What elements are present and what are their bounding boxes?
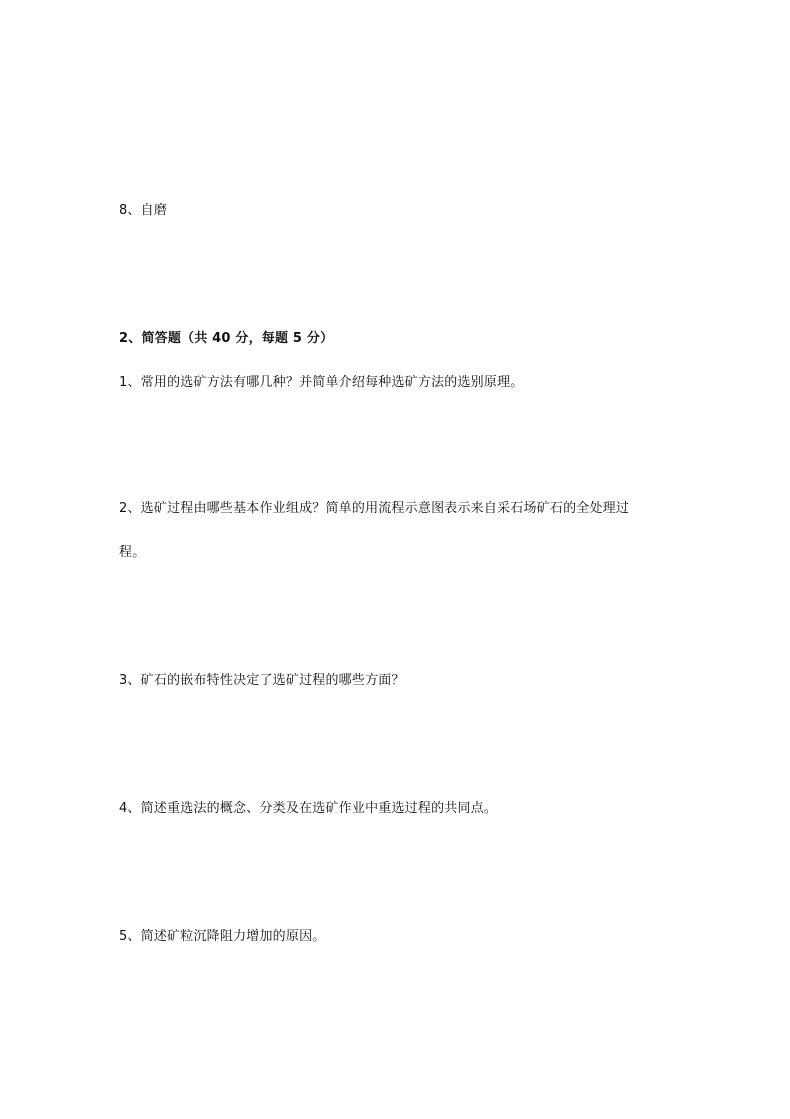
question-2-line-2: 程。 xyxy=(119,545,146,560)
question-3-line-1: 3、矿石的嵌布特性决定了选矿过程的哪些方面？ xyxy=(119,673,405,688)
section-heading: 2、简答题（共 40 分，每题 5 分） xyxy=(119,331,334,346)
question-4-line-1: 4、简述重选法的概念、分类及在选矿作业中重选过程的共同点。 xyxy=(119,801,498,816)
question-2-line-1: 2、选矿过程由哪些基本作业组成？简单的用流程示意图表示来自采石场矿石的全处理过 xyxy=(119,501,630,516)
previous-item-text: 8、自磨 xyxy=(119,203,168,218)
question-1-line-1: 1、常用的选矿方法有哪几种？并简单介绍每种选矿方法的选别原理。 xyxy=(119,375,524,390)
question-5-line-1: 5、简述矿粒沉降阻力增加的原因。 xyxy=(119,929,326,944)
